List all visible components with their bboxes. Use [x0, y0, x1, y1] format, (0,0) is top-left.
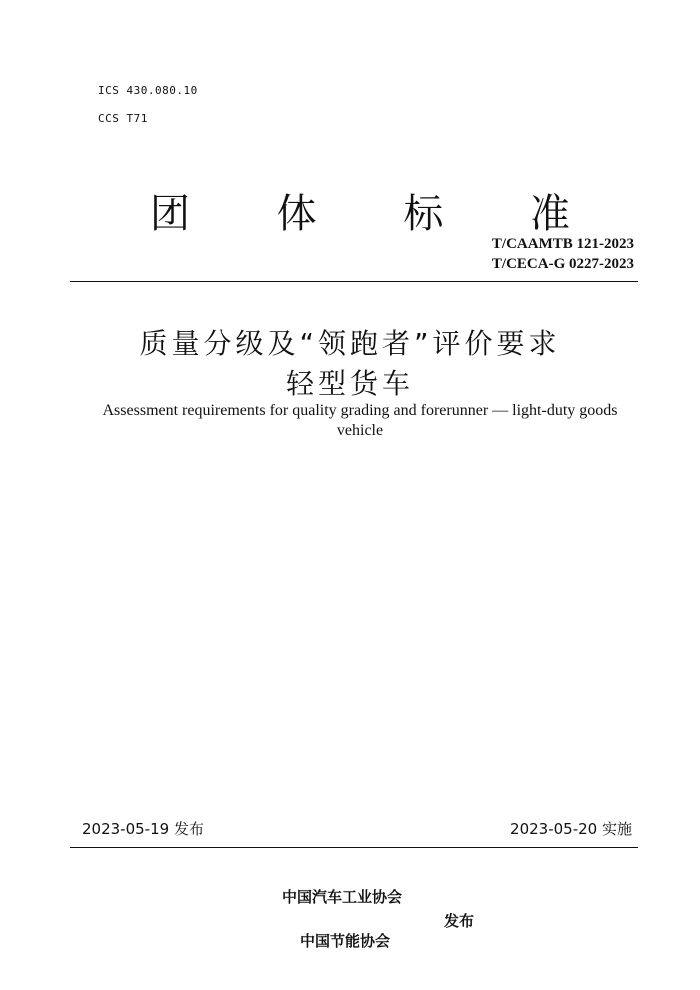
bottom-divider	[70, 847, 638, 848]
title-english: Assessment requirements for quality grading and forerunner — light-duty goods vehicle	[102, 402, 618, 439]
title-zh-line2: 轻型货车	[285, 367, 414, 400]
publish-label: 发布	[444, 912, 475, 930]
doc-type-char: 准	[529, 191, 570, 237]
issuer-caam: 中国汽车工业协会	[282, 888, 403, 906]
document-type-heading	[150, 182, 570, 239]
issuer-ceca: 中国节能协会	[300, 932, 391, 950]
ics-code: ICS 430.080.10	[98, 84, 198, 97]
ccs-code: CCS T71	[98, 112, 148, 125]
doc-type-char: 体	[276, 191, 317, 237]
publish-date: 2023-05-19 发布	[82, 820, 204, 838]
doc-type-char: 标	[403, 191, 444, 237]
standard-number-caamtb: T/CAAMTB 121-2023	[491, 236, 634, 252]
doc-type-char: 团	[150, 191, 190, 237]
top-divider	[70, 281, 638, 282]
standard-number-ceca: T/CECA-G 0227-2023	[491, 256, 634, 272]
title-zh-line1: 质量分级及“领跑者”评价要求	[139, 327, 561, 360]
implement-date: 2023-05-20 实施	[510, 820, 632, 838]
